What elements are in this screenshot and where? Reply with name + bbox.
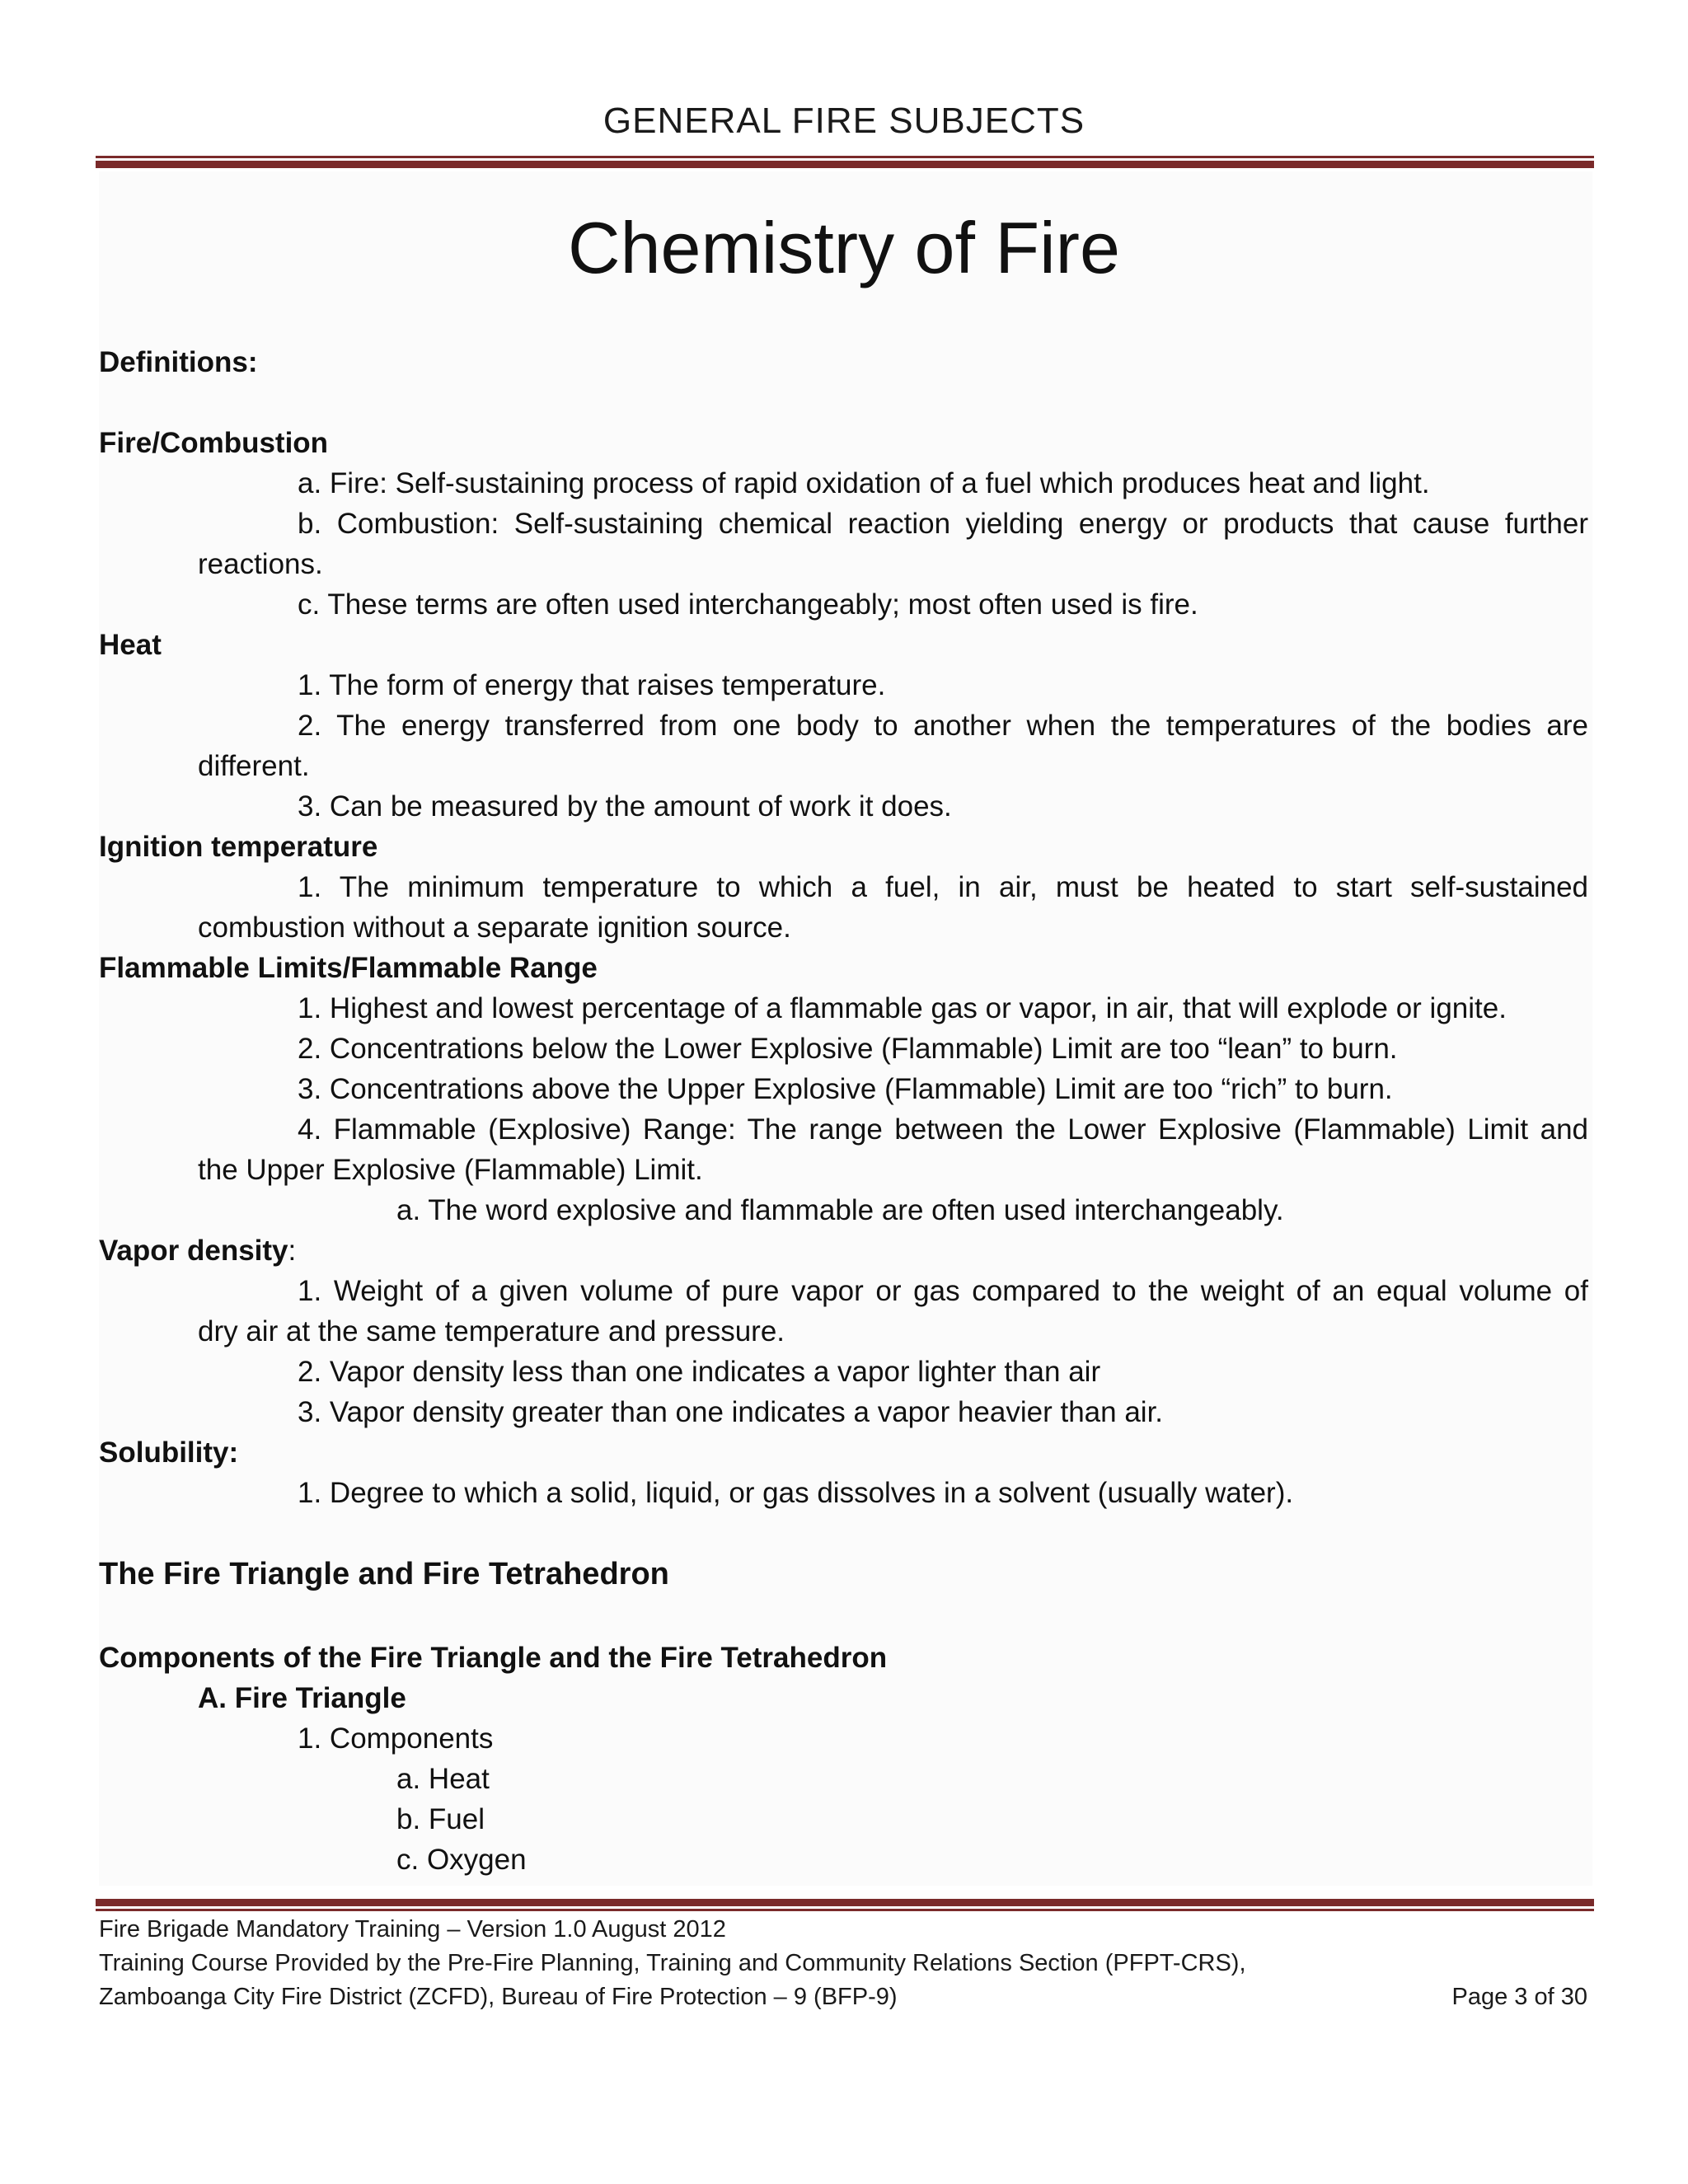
definition-item: a. Fire: Self-sustaining process of rapid oxidation of a fuel which produces heat and light. bbox=[298, 467, 1430, 499]
definition-item-continued: different. bbox=[198, 750, 310, 782]
definition-item: 1. The minimum temperature to which a fuel, in air, must be heated to start self-sustained bbox=[298, 871, 1588, 903]
definition-item: 2. Vapor density less than one indicates a vapor lighter than air bbox=[298, 1356, 1101, 1388]
definition-item: 3. Can be measured by the amount of work it does. bbox=[298, 790, 952, 823]
definitions-heading: Definitions: bbox=[99, 346, 258, 378]
definition-item: 1. Degree to which a solid, liquid, or gas dissolves in a solvent (usually water). bbox=[298, 1477, 1294, 1509]
definition-item: 3. Concentrations above the Upper Explosive (Flammable) Limit are too “rich” to burn. bbox=[298, 1073, 1393, 1105]
definition-item-continued: combustion without a separate ignition source. bbox=[198, 912, 791, 944]
definition-subitem: a. The word explosive and flammable are often used interchangeably. bbox=[396, 1194, 1284, 1226]
list-subitem: a. Heat bbox=[396, 1763, 490, 1795]
term-vapor-density bbox=[99, 1230, 296, 1271]
list-subitem: c. Oxygen bbox=[396, 1844, 527, 1876]
definition-item: 3. Vapor density greater than one indicates a vapor heavier than air. bbox=[298, 1396, 1164, 1428]
term-colon: : bbox=[288, 1235, 297, 1267]
term-flammable-limits: Flammable Limits/Flammable Range bbox=[99, 952, 598, 984]
definition-item: 1. Weight of a given volume of pure vapor or gas compared to the weight of an equal volume of bbox=[298, 1275, 1588, 1307]
footer-line: Training Course Provided by the Pre-Fire Planning, Training and Community Relations Section (PFPT-CRS), bbox=[99, 1950, 1246, 1976]
footer-line: Fire Brigade Mandatory Training – Version 1.0 August 2012 bbox=[99, 1916, 726, 1943]
section-heading: The Fire Triangle and Fire Tetrahedron bbox=[99, 1557, 669, 1591]
definition-item: b. Combustion: Self-sustaining chemical reaction yielding energy or products that cause further bbox=[298, 508, 1588, 540]
definition-item: 1. The form of energy that raises temperature. bbox=[298, 669, 886, 701]
page-title: Chemistry of Fire bbox=[568, 207, 1120, 288]
definition-item: c. These terms are often used interchangeably; most often used is fire. bbox=[298, 588, 1198, 621]
definition-item: 2. The energy transferred from one body to another when the temperatures of the bodies are bbox=[298, 710, 1588, 742]
definition-item-continued: the Upper Explosive (Flammable) Limit. bbox=[198, 1154, 703, 1186]
running-header: GENERAL FIRE SUBJECTS bbox=[603, 101, 1085, 141]
definition-item-continued: dry air at the same temperature and pressure. bbox=[198, 1315, 785, 1347]
term-vapor-density-label: Vapor density bbox=[99, 1235, 288, 1267]
list-heading-fire-triangle: A. Fire Triangle bbox=[198, 1682, 406, 1714]
page-number: Page 3 of 30 bbox=[1451, 1984, 1587, 2010]
footer-line: Zamboanga City Fire District (ZCFD), Bureau of Fire Protection – 9 (BFP-9) bbox=[99, 1984, 898, 2010]
list-item: 1. Components bbox=[298, 1722, 494, 1755]
term-heat: Heat bbox=[99, 629, 162, 661]
list-subitem: b. Fuel bbox=[396, 1803, 485, 1835]
definition-item: 2. Concentrations below the Lower Explosive (Flammable) Limit are too “lean” to burn. bbox=[298, 1033, 1398, 1065]
subsection-heading: Components of the Fire Triangle and the Fire Tetrahedron bbox=[99, 1642, 888, 1674]
header-rule bbox=[96, 156, 1594, 168]
definition-item-continued: reactions. bbox=[198, 548, 323, 580]
term-ignition-temperature: Ignition temperature bbox=[99, 831, 378, 863]
footer-rule bbox=[96, 1899, 1594, 1911]
term-fire-combustion: Fire/Combustion bbox=[99, 427, 329, 459]
definition-item: 4. Flammable (Explosive) Range: The range between the Lower Explosive (Flammable) Limit and bbox=[298, 1113, 1588, 1146]
term-solubility: Solubility: bbox=[99, 1436, 239, 1469]
definition-item: 1. Highest and lowest percentage of a flammable gas or vapor, in air, that will explode or ignite. bbox=[298, 992, 1507, 1024]
